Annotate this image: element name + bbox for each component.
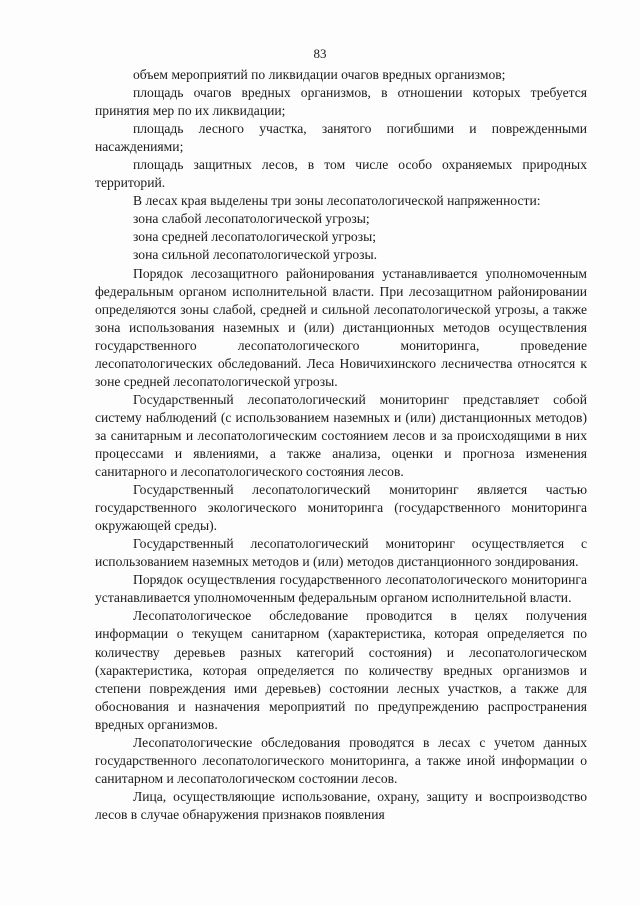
paragraph: Порядок осуществления государственного лесопатологического мониторинга устанавливается уполномоченным федеральным органом исполнительной власти. xyxy=(95,572,587,606)
paragraph: площадь очагов вредных организмов, в отношении которых требуется принятия мер по их ликвидации; xyxy=(95,85,587,119)
paragraph: площадь лесного участка, занятого погибшими и поврежденными насаждениями; xyxy=(95,121,587,155)
paragraph: зона слабой лесопатологической угрозы; xyxy=(133,211,370,227)
paragraph: Порядок лесозащитного районирования устанавливается уполномоченным федеральным органом исполнительной власти. При лесозащитном районировании определяются зоны слабой, средней и сильной лесопатологической угрозы, а также зона использования наземных и (или) дистанционных методов осуществления государственного лесопатологического мониторинга, проведение лесопатологических обследований. Леса Новичихинского лесничества относятся к зоне средней лесопатологической угрозы. xyxy=(95,265,587,389)
paragraph: В лесах края выделены три зоны лесопатологической напряженности: xyxy=(133,193,541,209)
paragraph: площадь защитных лесов, в том числе особо охраняемых природных территорий. xyxy=(95,157,587,191)
paragraph: Лесопатологические обследования проводятся в лесах с учетом данных государственного лесопатологического мониторинга, а также иной информации о санитарном и лесопатологическом состоянии лесов. xyxy=(95,734,587,786)
paragraph: зона средней лесопатологической угрозы; xyxy=(133,229,377,245)
paragraph: Государственный лесопатологический мониторинг осуществляется с использованием наземных методов и (или) методов дистанционного зондирования. xyxy=(95,536,587,570)
page-number: 83 xyxy=(313,46,327,61)
document-body xyxy=(95,66,587,824)
paragraph: Лица, осуществляющие использование, охрану, защиту и воспроизводство лесов в случае обнаружения признаков появления xyxy=(95,788,587,822)
paragraph: объем мероприятий по ликвидации очагов вредных организмов; xyxy=(133,67,506,82)
paragraph: зона сильной лесопатологической угрозы. xyxy=(133,247,378,263)
paragraph: Государственный лесопатологический мониторинг представляет собой систему наблюдений (с использованием наземных и (или) дистанционных методов) за санитарным и лесопатологическим состоянием лесов и за происходящими в них процессами и явлениями, а также анализа, оценки и прогноза изменения санитарного и лесопатологического состояния лесов. xyxy=(95,391,587,480)
paragraph: Лесопатологическое обследование проводится в целях получения информации о текущем санитарном (характеристика, которая определяется по количеству деревьев разных категорий состояния) и лесопатологическом (характеристика, которая определяется по количеству вредных организмов и степени повреждения ими деревьев) состоянии лесных участков, а также для обоснования и назначения мероприятий по предупреждению распространения вредных организмов. xyxy=(95,608,587,732)
paragraph: Государственный лесопатологический мониторинг является частью государственного экологического мониторинга (государственного мониторинга окружающей среды). xyxy=(95,482,587,534)
